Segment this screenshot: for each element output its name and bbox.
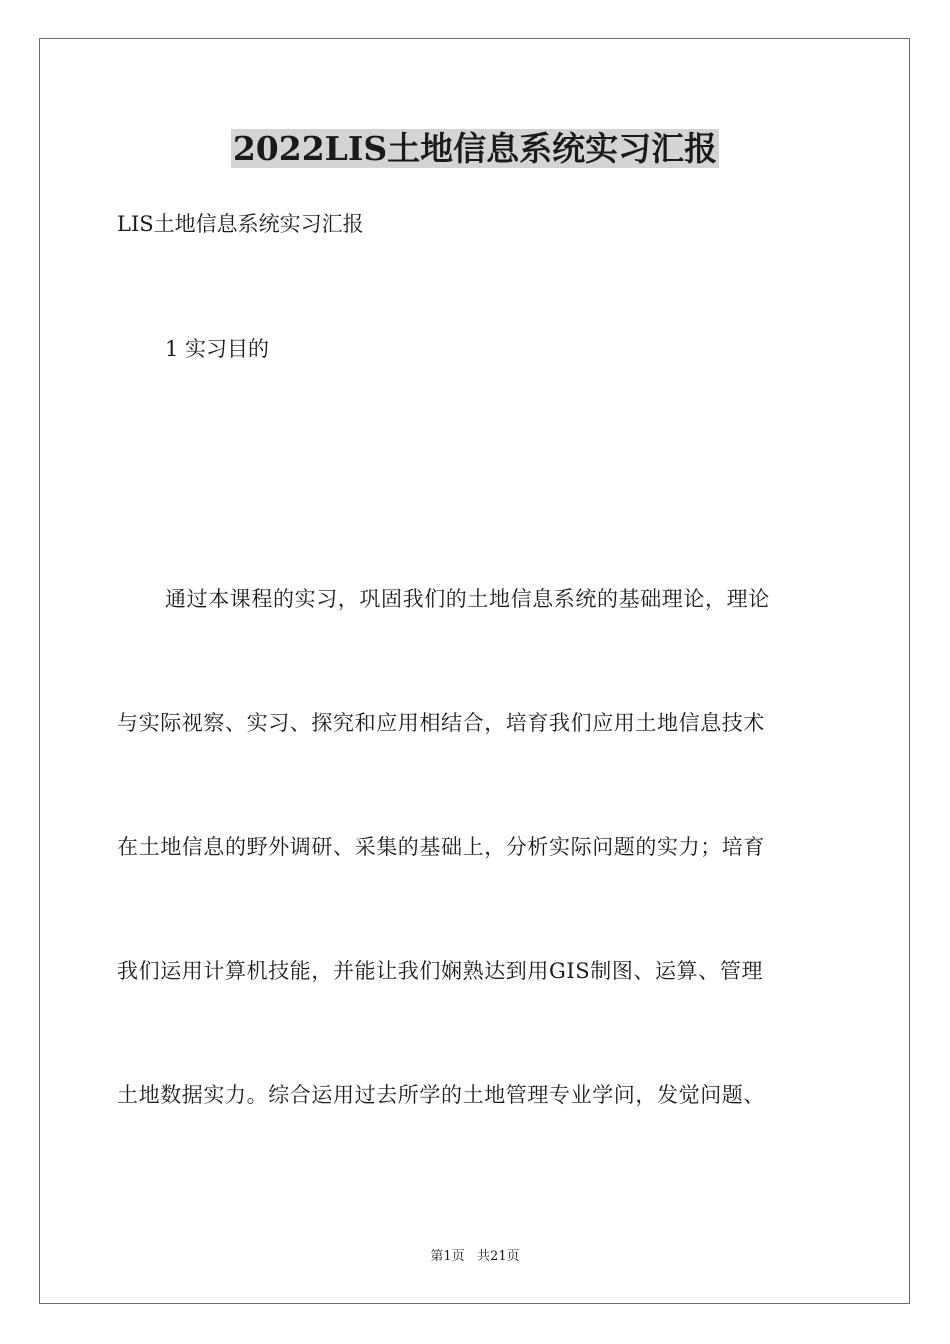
paragraph-line: 在土地信息的野外调研、采集的基础上，分析实际问题的实力；培育 [117,835,765,859]
document-title [0,128,950,170]
document-title-text: 2022LIS土地信息系统实习汇报 [232,129,718,168]
paragraph-line: 通过本课程的实习，巩固我们的土地信息系统的基础理论，理论 [165,587,770,611]
page-footer: 第1页 共21页 [430,1249,520,1264]
section-heading: 1 实习目的 [165,337,270,361]
paragraph-line: 与实际视察、实习、探究和应用相结合，培育我们应用土地信息技术 [117,711,765,735]
document-subtitle: LIS土地信息系统实习汇报 [117,212,364,236]
paragraph-line: 土地数据实力。综合运用过去所学的土地管理专业学问，发觉问题、 [117,1083,765,1107]
paragraph-line: 我们运用计算机技能，并能让我们娴熟达到用GIS制图、运算、管理 [117,959,764,983]
